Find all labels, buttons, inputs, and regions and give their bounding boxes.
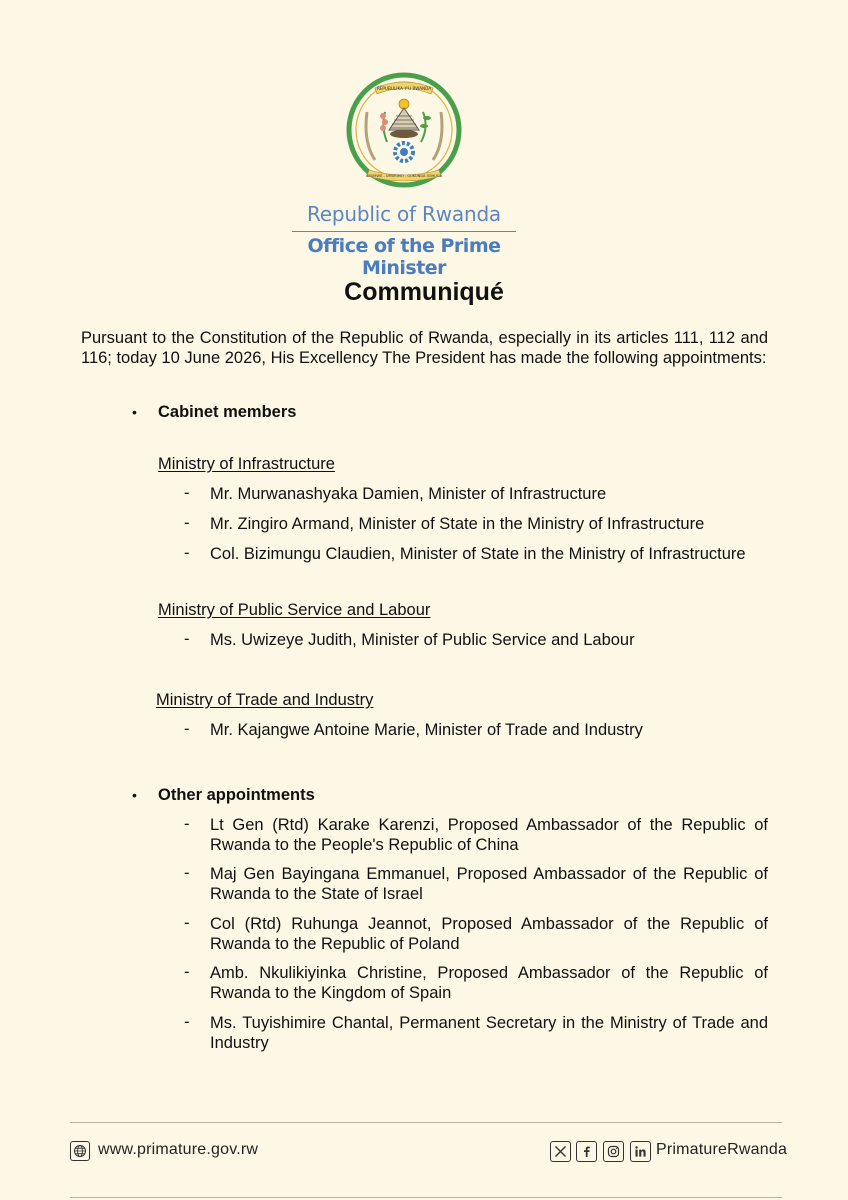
header-divider — [292, 231, 516, 232]
facebook-icon[interactable] — [576, 1141, 597, 1162]
document-title: Communiqué — [344, 278, 504, 306]
rwanda-coat-of-arms-emblem — [345, 72, 463, 192]
dash-icon: - — [184, 630, 190, 648]
section-heading-cabinet: Cabinet members — [158, 403, 297, 421]
linkedin-icon[interactable] — [630, 1141, 651, 1162]
dash-icon: - — [184, 544, 190, 562]
appointment-item: Amb. Nkulikiyinka Christine, Proposed Ambassador of the Republic of Rwanda to the Kingdom of Spain — [210, 964, 768, 1002]
office-title: Office of the Prime Minister — [307, 235, 501, 279]
appointment-item: Ms. Uwizeye Judith, Minister of Public Service and Labour — [210, 631, 635, 649]
ministry-heading-infrastructure: Ministry of Infrastructure — [158, 455, 335, 473]
footer-bottom-divider — [70, 1197, 782, 1198]
x-icon[interactable] — [550, 1141, 571, 1162]
ministry-heading-trade: Ministry of Trade and Industry — [156, 691, 374, 709]
appointment-item: Lt Gen (Rtd) Karake Karenzi, Proposed Ambassador of the Republic of Rwanda to the People's Republic of China — [210, 816, 768, 854]
bullet-icon: • — [132, 787, 137, 803]
appointment-item: Mr. Kajangwe Antoine Marie, Minister of Trade and Industry — [210, 721, 643, 739]
appointment-item: Ms. Tuyishimire Chantal, Permanent Secretary in the Ministry of Trade and Industry — [210, 1014, 768, 1052]
dash-icon: - — [184, 720, 190, 738]
instagram-icon[interactable] — [603, 1141, 624, 1162]
appointment-item: Mr. Zingiro Armand, Minister of State in the Ministry of Infrastructure — [210, 515, 705, 533]
footer-divider — [70, 1122, 782, 1123]
appointment-item: Maj Gen Bayingana Emmanuel, Proposed Ambassador of the Republic of Rwanda to the State of Israel — [210, 865, 768, 903]
svg-text:UBUMWE - UMURIMO - GUKUNDA IGI: UBUMWE - UMURIMO - GUKUNDA IGIHUGU — [365, 174, 443, 178]
republic-title: Republic of Rwanda — [306, 202, 501, 226]
dash-icon: - — [184, 514, 190, 532]
appointment-item: Col (Rtd) Ruhunga Jeannot, Proposed Ambassador of the Republic of Rwanda to the Republic of Poland — [210, 915, 768, 953]
dash-icon: - — [184, 963, 190, 981]
appointment-item: Mr. Murwanashyaka Damien, Minister of Infrastructure — [210, 485, 607, 503]
svg-text:REPUBULIKA Y'U RWANDA: REPUBULIKA Y'U RWANDA — [376, 86, 432, 91]
intro-paragraph: Pursuant to the Constitution of the Republic of Rwanda, especially in its articles 111, 112 and 116; today 10 June 2026, His Excellency The President has made the following appointments: — [81, 329, 768, 367]
social-handle[interactable]: PrimatureRwanda — [656, 1141, 788, 1158]
dash-icon: - — [184, 914, 190, 932]
globe-icon — [70, 1141, 90, 1161]
dash-icon: - — [184, 484, 190, 502]
dash-icon: - — [184, 864, 190, 882]
ministry-heading-public-service: Ministry of Public Service and Labour — [158, 601, 431, 619]
appointment-item: Col. Bizimungu Claudien, Minister of State in the Ministry of Infrastructure — [210, 545, 746, 563]
website-link[interactable]: www.primature.gov.rw — [98, 1141, 259, 1158]
dash-icon: - — [184, 815, 190, 833]
section-heading-other: Other appointments — [158, 786, 315, 804]
bullet-icon: • — [132, 404, 137, 420]
dash-icon: - — [184, 1013, 190, 1031]
